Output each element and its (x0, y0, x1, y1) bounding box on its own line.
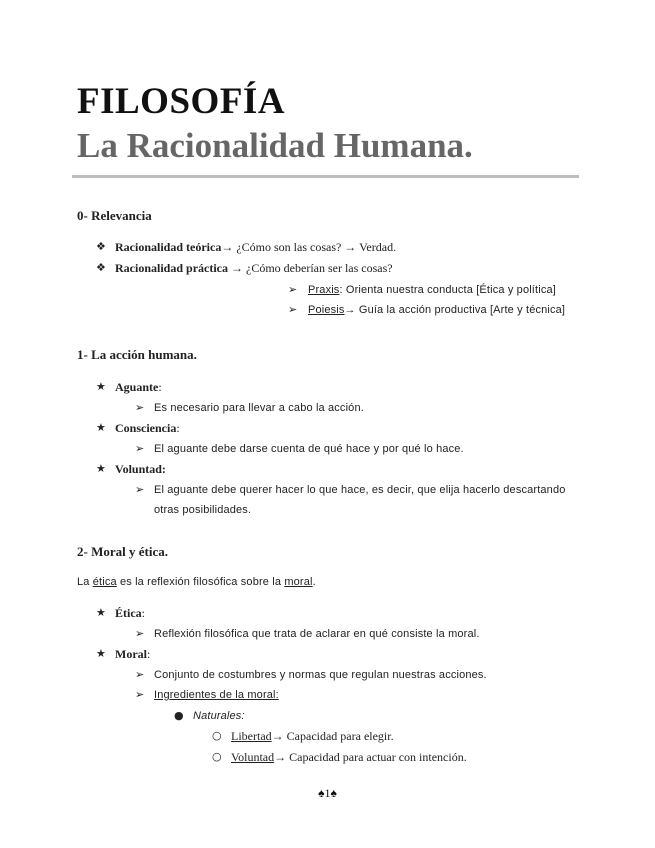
spade-icon: ♠ (318, 786, 325, 800)
list-item-consciencia (115, 421, 180, 436)
page-footer (0, 786, 655, 801)
list-item-aguante (115, 380, 162, 395)
desc-aguante: Es necesario para llevar a cabo la acción. (154, 402, 364, 414)
section-heading-accion-humana: 1- La acción humana. (77, 347, 197, 362)
desc-voluntad-ingrediente: → Capacidad para actuar con intención. (274, 750, 467, 764)
desc-praxis: : Orienta nuestra conducta [Ética y política] (339, 284, 556, 296)
term-voluntad-ingrediente: Voluntad (231, 750, 275, 764)
term-praxis: Praxis (308, 284, 340, 296)
arrow-bullet-icon: ➢ (135, 442, 145, 455)
term-racionalidad-practica: Racionalidad práctica (115, 261, 228, 275)
desc-poiesis: → Guía la acción productiva [Arte y técnica] (344, 304, 566, 316)
colon: : (147, 647, 151, 661)
term-etica-inline: ética (92, 576, 117, 588)
desc-voluntad-line2: otras posibilidades. (154, 504, 252, 516)
term-poiesis: Poiesis (308, 304, 345, 316)
term-moral-inline: moral (284, 576, 313, 588)
term-moral: Moral (115, 647, 147, 661)
star-bullet-icon: ★ (96, 462, 106, 475)
arrow-bullet-icon: ➢ (135, 688, 145, 701)
intro-text: es la reflexión filosófica sobre la (116, 576, 285, 588)
spade-icon: ♠ (330, 786, 337, 800)
arrow-bullet-icon: ➢ (288, 303, 298, 316)
arrow-bullet-icon: ➢ (135, 627, 145, 640)
desc-racionalidad-practica: → ¿Cómo deberían ser las cosas? (228, 261, 393, 275)
list-item-moral (115, 647, 150, 662)
intro-text: La (77, 576, 93, 588)
page-number: 1 (324, 786, 331, 800)
colon: : (158, 380, 162, 394)
term-aguante: Aguante (115, 380, 159, 394)
star-bullet-icon: ★ (96, 606, 106, 619)
list-item-racionalidad-teorica (115, 240, 396, 255)
circle-bullet-icon: ○ (212, 729, 222, 742)
star-bullet-icon: ★ (96, 647, 106, 660)
term-etica: Ética (115, 606, 142, 620)
page-subtitle: La Racionalidad Humana. (77, 126, 473, 165)
list-item-libertad (231, 729, 394, 744)
title-divider (72, 175, 579, 178)
dot-bullet-icon: ● (174, 709, 184, 722)
intro-text: . (312, 576, 316, 588)
desc-racionalidad-teorica: → ¿Cómo son las cosas? → Verdad. (221, 240, 397, 254)
term-libertad: Libertad (231, 729, 272, 743)
list-item-voluntad-ingrediente (231, 750, 467, 765)
list-item-etica (115, 606, 145, 621)
term-consciencia: Consciencia (115, 421, 177, 435)
section-heading-relevancia: 0- Relevancia (77, 208, 152, 223)
arrow-bullet-icon: ➢ (135, 401, 145, 414)
colon: : (141, 606, 146, 620)
arrow-bullet-icon: ➢ (135, 483, 145, 496)
arrow-bullet-icon: ➢ (288, 283, 298, 296)
list-item-poiesis (308, 304, 565, 316)
page-title: FILOSOFÍA (77, 81, 286, 122)
desc-etica: Reflexión filosófica que trata de aclarar en qué consiste la moral. (154, 628, 480, 640)
term-voluntad: Voluntad: (115, 462, 166, 476)
circle-bullet-icon: ○ (212, 750, 222, 763)
list-item-praxis (308, 284, 556, 296)
diamond-bullet-icon: ❖ (96, 240, 106, 253)
term-racionalidad-teorica: Racionalidad teórica (115, 240, 222, 254)
list-item-racionalidad-practica (115, 261, 393, 276)
paragraph-intro (77, 576, 316, 588)
section-heading-moral-etica: 2- Moral y ética. (77, 544, 168, 559)
naturales-label: Naturales: (193, 710, 245, 722)
desc-voluntad-line1: El aguante debe querer hacer lo que hace, es decir, que elija hacerlo descartando (154, 484, 566, 496)
diamond-bullet-icon: ❖ (96, 261, 106, 274)
desc-consciencia: El aguante debe darse cuenta de qué hace y por qué lo hace. (154, 443, 464, 455)
desc-libertad: → Capacidad para elegir. (271, 729, 394, 743)
ingredientes-moral: Ingredientes de la moral: (154, 689, 279, 701)
colon: : (176, 421, 180, 435)
star-bullet-icon: ★ (96, 421, 106, 434)
desc-moral: Conjunto de costumbres y normas que regulan nuestras acciones. (154, 669, 487, 681)
arrow-bullet-icon: ➢ (135, 668, 145, 681)
star-bullet-icon: ★ (96, 380, 106, 393)
